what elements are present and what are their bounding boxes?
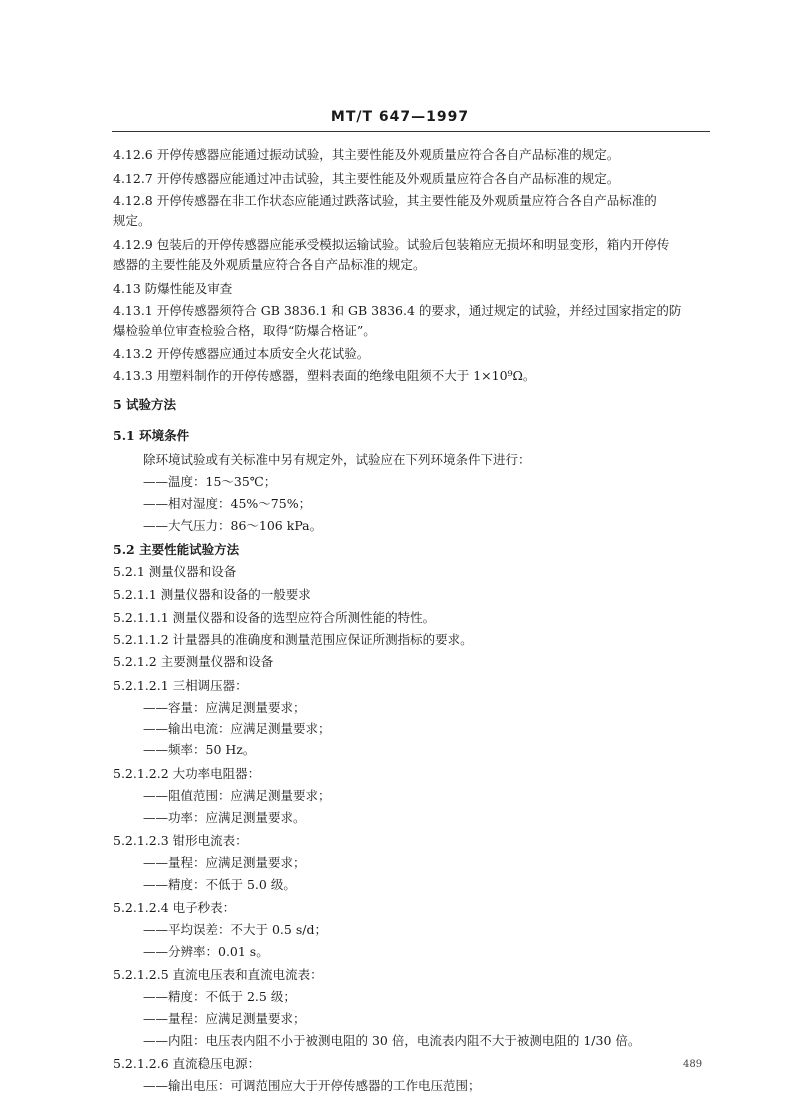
section-heading: 5.2.1 测量仪器和设备 xyxy=(113,564,237,579)
list-item: ——阻值范围：应满足测量要求； xyxy=(143,788,331,803)
list-item: ——大气压力：86～106 kPa。 xyxy=(143,518,323,533)
text-line: 感器的主要性能及外观质量应符合各自产品标准的规定。 xyxy=(113,257,426,272)
text-line: 4.12.9 包装后的开停传感器应能承受模拟运输试验。试验后包装箱应无损坏和明显变形，箱内开停传 xyxy=(113,237,670,252)
section-heading: 5.2.1.2 主要测量仪器和设备 xyxy=(113,654,274,669)
list-item: ——平均误差：不大于 0.5 s/d； xyxy=(143,922,327,937)
text-line: 4.12.8 开停传感器在非工作状态应能通过跌落试验，其主要性能及外观质量应符合各自产品标准的 xyxy=(113,193,657,208)
text-line: 5.2.1.2.1 三相调压器： xyxy=(113,678,248,693)
list-item: ——内阻：电压表内阻不小于被测电阻的 30 倍，电流表内阻不大于被测电阻的 1/30 倍。 xyxy=(143,1033,641,1048)
text-line: 5.2.1.2.3 钳形电流表： xyxy=(113,833,248,848)
list-item: ——量程：应满足测量要求； xyxy=(143,855,306,870)
text-line: 5.2.1.2.4 电子秒表： xyxy=(113,900,236,915)
text-line: 4.12.7 开停传感器应能通过冲击试验，其主要性能及外观质量应符合各自产品标准的规定。 xyxy=(113,171,620,186)
section-heading: 5.1 环境条件 xyxy=(113,428,190,443)
page-header: MT/T 647—1997 xyxy=(330,109,470,125)
text-line: 5.2.1.2.6 直流稳压电源： xyxy=(113,1056,261,1071)
text-line: 5.2.1.2.2 大功率电阻器： xyxy=(113,766,261,781)
list-item: ——输出电压：可调范围应大于开停传感器的工作电压范围； xyxy=(143,1078,481,1093)
list-item: ——输出电流：应满足测量要求； xyxy=(143,721,331,736)
header-rule xyxy=(112,131,710,132)
text-line: 爆检验单位审查检验合格，取得“防爆合格证”。 xyxy=(113,323,376,338)
list-item: ——分辨率：0.01 s。 xyxy=(143,944,269,959)
list-item: ——精度：不低于 5.0 级。 xyxy=(143,877,296,892)
text-line: 4.13.2 开停传感器应通过本质安全火花试验。 xyxy=(113,346,370,361)
text-line: 4.12.6 开停传感器应能通过振动试验，其主要性能及外观质量应符合各自产品标准的规定。 xyxy=(113,147,620,162)
list-item: ——频率：50 Hz。 xyxy=(143,742,256,757)
section-heading: 4.13 防爆性能及审查 xyxy=(113,281,233,296)
text-line: 5.2.1.1.2 计量器具的准确度和测量范围应保证所测指标的要求。 xyxy=(113,632,473,647)
section-heading: 5.2.1.1 测量仪器和设备的一般要求 xyxy=(113,587,311,602)
text-line: 除环境试验或有关标准中另有规定外，试验应在下列环境条件下进行： xyxy=(143,452,531,467)
list-item: ——功率：应满足测量要求。 xyxy=(143,810,306,825)
text-line: 4.13.1 开停传感器须符合 GB 3836.1 和 GB 3836.4 的要求，通过规定的试验，并经过国家指定的防 xyxy=(113,303,682,318)
list-item: ——相对湿度：45%～75%； xyxy=(143,496,312,511)
page-number: 489 xyxy=(683,1059,703,1070)
text-line: 4.13.3 用塑料制作的开停传感器，塑料表面的绝缘电阻须不大于 1×10⁹Ω。 xyxy=(113,368,536,383)
text-line: 5.2.1.1.1 测量仪器和设备的选型应符合所测性能的特性。 xyxy=(113,610,436,625)
list-item: ——容量：应满足测量要求； xyxy=(143,700,306,715)
text-line: 规定。 xyxy=(113,213,151,228)
list-item: ——温度：15～35℃； xyxy=(143,474,277,489)
text-line: 5.2.1.2.5 直流电压表和直流电流表： xyxy=(113,967,323,982)
list-item: ——精度：不低于 2.5 级； xyxy=(143,989,296,1004)
section-heading: 5.2 主要性能试验方法 xyxy=(113,542,240,557)
chapter-heading: 5 试验方法 xyxy=(113,397,177,412)
list-item: ——量程：应满足测量要求； xyxy=(143,1011,306,1026)
